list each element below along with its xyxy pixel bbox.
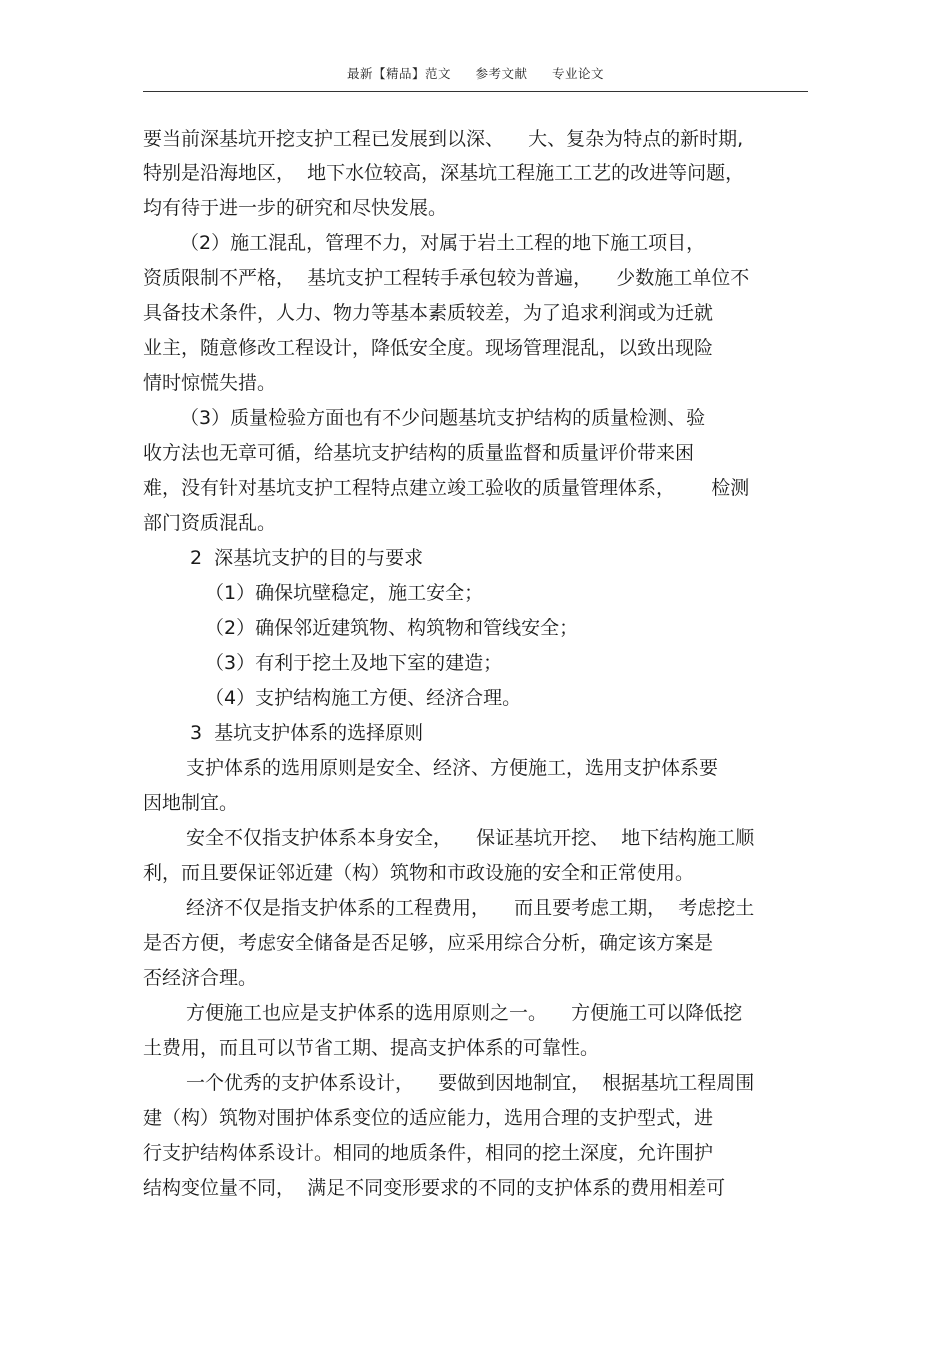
paragraph-line: 是否方便，考虑安全储备是否足够，应采用综合分析，确定该方案是 — [143, 932, 714, 954]
paragraph-line: 要当前深基坑开挖支护工程已发展到以深、 大、复杂为特点的新时期, — [143, 128, 744, 150]
paragraph-line: 资质限制不严格， 基坑支护工程转手承包较为普遍， 少数施工单位不 — [143, 267, 750, 289]
paragraph-line: 否经济合理。 — [143, 967, 258, 989]
paragraph-line: （3）质量检验方面也有不少问题基坑支护结构的质量检测、验 — [180, 407, 706, 429]
paragraph-line: 特别是沿海地区， 地下水位较高，深基坑工程施工工艺的改进等问题， — [143, 162, 745, 184]
paragraph-line: 利，而且要保证邻近建（构）筑物和市政设施的安全和正常使用。 — [143, 862, 695, 884]
list-item: （4）支护结构施工方便、经济合理。 — [205, 687, 522, 709]
paragraph-line: 业主，随意修改工程设计，降低安全度。现场管理混乱，以致出现险 — [143, 337, 714, 359]
paragraph-line: 土费用，而且可以节省工期、提高支护体系的可靠性。 — [143, 1037, 600, 1059]
paragraph-line: 结构变位量不同， 满足不同变形要求的不同的支护体系的费用相差可 — [143, 1177, 726, 1199]
header-item: 最新【精品】范文 — [346, 66, 451, 81]
paragraph-line: 一个优秀的支护体系设计， 要做到因地制宜， 根据基坑工程周围 — [186, 1072, 755, 1094]
paragraph-line: 行支护结构体系设计。相同的地质条件，相同的挖土深度，允许围护 — [143, 1142, 714, 1164]
list-item: （2）确保邻近建筑物、构筑物和管线安全； — [205, 617, 579, 639]
list-item: （1）确保坑壁稳定，施工安全； — [205, 582, 484, 604]
paragraph-line: 因地制宜。 — [143, 792, 239, 814]
paragraph-line: 经济不仅是指支护体系的工程费用， 而且要考虑工期， 考虑挖土 — [186, 897, 755, 919]
paragraph-line: 难，没有针对基坑支护工程特点建立竣工验收的质量管理体系， 检测 — [143, 477, 750, 499]
section-heading: 3 基坑支护体系的选择原则 — [190, 722, 424, 744]
header-item: 参考文献 — [475, 66, 528, 81]
paragraph-line: 支护体系的选用原则是安全、经济、方便施工，选用支护体系要 — [186, 757, 719, 779]
paragraph-line: 情时惊慌失措。 — [143, 372, 277, 394]
paragraph-line: （2）施工混乱，管理不力，对属于岩土工程的地下施工项目， — [180, 232, 706, 254]
paragraph-line: 安全不仅指支护体系本身安全， 保证基坑开挖、 地下结构施工顺 — [186, 827, 755, 849]
paragraph-line: 收方法也无章可循，给基坑支护结构的质量监督和质量评价带来困 — [143, 442, 695, 464]
paragraph-line: 建（构）筑物对围护体系变位的适应能力，选用合理的支护型式，进 — [143, 1107, 714, 1129]
paragraph-line: 部门资质混乱。 — [143, 512, 277, 534]
header-divider — [143, 91, 808, 92]
page-header — [143, 64, 808, 82]
paragraph-line: 具备技术条件，人力、物力等基本素质较差，为了追求利润或为迁就 — [143, 302, 714, 324]
section-heading: 2 深基坑支护的目的与要求 — [190, 547, 424, 569]
list-item: （3）有利于挖土及地下室的建造； — [205, 652, 503, 674]
header-item: 专业论文 — [551, 66, 604, 81]
paragraph-line: 均有待于进一步的研究和尽快发展。 — [143, 197, 448, 219]
paragraph-line: 方便施工也应是支护体系的选用原则之一。 方便施工可以降低挖 — [186, 1002, 743, 1024]
